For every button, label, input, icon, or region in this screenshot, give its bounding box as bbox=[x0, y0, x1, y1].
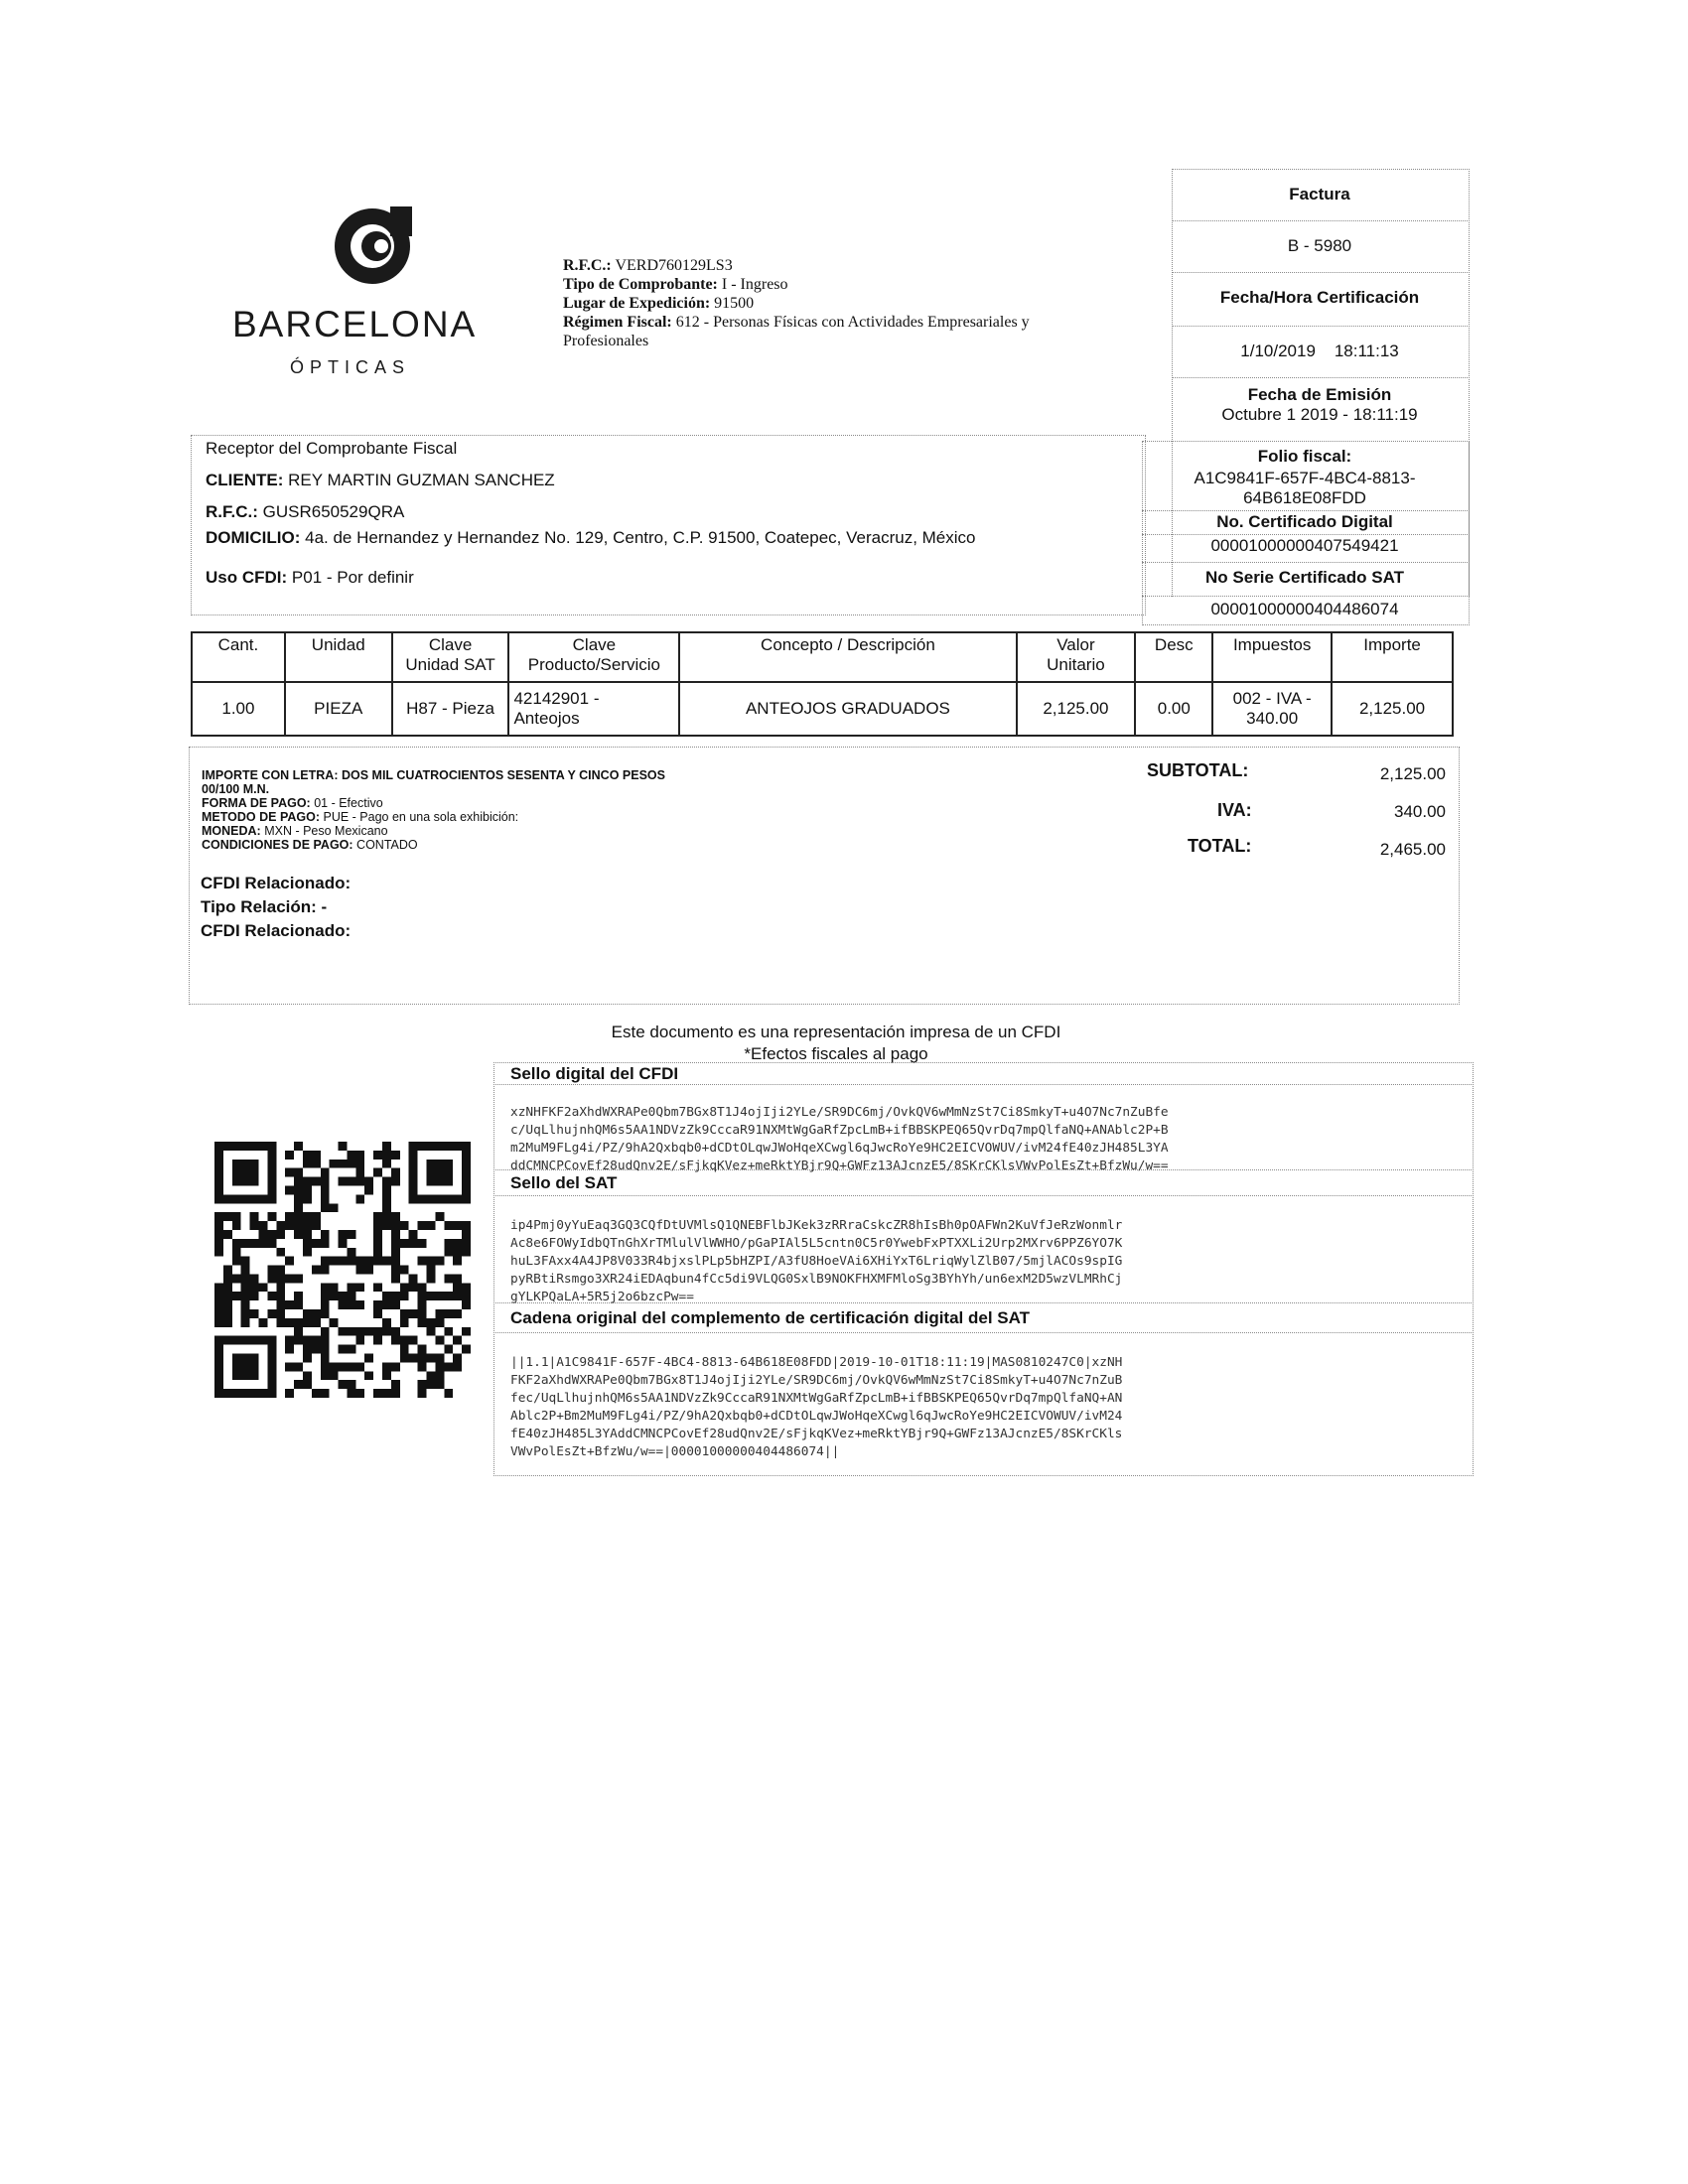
summary-box bbox=[189, 747, 1460, 1005]
col-unidad: Unidad bbox=[285, 632, 392, 682]
metodo-pago: METODO DE PAGO: PUE - Pago en una sola exhibición: bbox=[202, 810, 519, 824]
col-impuestos: Impuestos bbox=[1212, 632, 1332, 682]
emision-label: Fecha de Emisión bbox=[1247, 385, 1392, 404]
cell-valor: 2,125.00 bbox=[1017, 682, 1136, 736]
brand-subtitle: ÓPTICAS bbox=[290, 357, 411, 377]
cert-datetime: 1/10/2019 18:11:13 bbox=[1240, 341, 1399, 360]
emitter-regimen-cont: Profesionales bbox=[563, 333, 649, 349]
sello-cfdi-title: Sello digital del CFDI bbox=[510, 1064, 679, 1083]
col-cant: Cant. bbox=[192, 632, 285, 682]
folio-1: A1C9841F-657F-4BC4-8813- bbox=[1194, 469, 1416, 487]
sello-cfdi-text: xzNHFKF2aXhdWXRAPe0Qbm7BGx8T1J4ojIji2YLe/SR9DC6mj/OvkQV6wMmNzSt7Ci8SmkyT+u4O7Nc7nZuBfe c/UqLlhujnhQM6s5AA1NDVzZk9CccaR91NXMtWgGaRfZpcLmB+ifBBSKPEQ65QvrDq7mpQlfaNQ+ANAblc2P+B m2MuM9FLg4i/PZ/9hA2Qxbqb0+dCDtOLqwJWoHqeXCwgl6qJwcRoYe9HC2EICVOWUV/ivM24fE40zJH485L3YA ddCMNCPCovEf28udQnv2E/sFjkqKVez+meRktYBjr9Q+GWFz13AJcnzE5/8SKrCKlsVWvPolEsZt+BfzWu/w== bbox=[510, 1105, 1169, 1173]
receptor-cliente: CLIENTE: REY MARTIN GUZMAN SANCHEZ bbox=[206, 471, 555, 489]
cert-digital-label: No. Certificado Digital bbox=[1216, 512, 1393, 531]
cell-desc: 0.00 bbox=[1135, 682, 1212, 736]
barcelona-logo-icon bbox=[333, 206, 412, 286]
cfdi-relacionado-1: CFDI Relacionado: bbox=[201, 874, 352, 892]
iva-value: 340.00 bbox=[1394, 802, 1446, 821]
cell-unidad: PIEZA bbox=[285, 682, 392, 736]
cell-impuestos: 002 - IVA - 340.00 bbox=[1212, 682, 1332, 736]
emision-date: Octubre 1 2019 - 18:11:19 bbox=[1221, 405, 1418, 424]
cfdi-relacionado-2: CFDI Relacionado: bbox=[201, 921, 352, 940]
factura-number: B - 5980 bbox=[1287, 236, 1352, 255]
cadena-title: Cadena original del complemento de certificación digital del SAT bbox=[510, 1308, 1031, 1327]
col-importe: Importe bbox=[1332, 632, 1453, 682]
emitter-rfc: R.F.C.: VERD760129LS3 bbox=[563, 257, 733, 274]
subtotal-value: 2,125.00 bbox=[1379, 764, 1446, 783]
factura-label: Factura bbox=[1289, 185, 1350, 204]
serie-sat: 00001000000404486074 bbox=[1210, 600, 1399, 618]
iva-label: IVA: bbox=[1217, 800, 1252, 820]
receptor-title: Receptor del Comprobante Fiscal bbox=[206, 439, 458, 458]
serie-sat-label: No Serie Certificado SAT bbox=[1205, 568, 1404, 587]
col-clave-unidad: Clave Unidad SAT bbox=[392, 632, 509, 682]
emitter-regimen: Régimen Fiscal: 612 - Personas Físicas con Actividades Empresariales y bbox=[563, 314, 1030, 331]
emitter-info bbox=[563, 256, 1099, 350]
emitter-tipo: Tipo de Comprobante: I - Ingreso bbox=[563, 276, 788, 293]
cert-digital: 00001000000407549421 bbox=[1210, 536, 1399, 555]
total-label: TOTAL: bbox=[1188, 836, 1252, 856]
tipo-relacion: Tipo Relación: - bbox=[201, 897, 328, 916]
receptor-uso: Uso CFDI: P01 - Por definir bbox=[206, 568, 414, 587]
receptor-rfc: R.F.C.: GUSR650529QRA bbox=[206, 502, 405, 521]
col-desc: Desc bbox=[1135, 632, 1212, 682]
total-value: 2,465.00 bbox=[1379, 840, 1446, 859]
table-header-row bbox=[192, 632, 1453, 682]
cell-cant: 1.00 bbox=[192, 682, 285, 736]
receptor-domicilio: DOMICILIO: 4a. de Hernandez y Hernandez No. 129, Centro, C.P. 91500, Coatepec, Veracruz, México bbox=[206, 528, 976, 547]
cell-concepto: ANTEOJOS GRADUADOS bbox=[679, 682, 1016, 736]
moneda: MONEDA: MXN - Peso Mexicano bbox=[202, 824, 388, 838]
folio-label: Folio fiscal: bbox=[1257, 447, 1352, 466]
cert-label: Fecha/Hora Certificación bbox=[1219, 288, 1420, 307]
cell-clave-prod: 42142901 - Anteojos bbox=[508, 682, 679, 736]
importe-letra: IMPORTE CON LETRA: DOS MIL CUATROCIENTOS SESENTA Y CINCO PESOS bbox=[202, 768, 665, 782]
items-table bbox=[191, 631, 1454, 737]
fiscal-note: *Efectos fiscales al pago bbox=[744, 1044, 928, 1063]
receptor-box bbox=[191, 435, 1146, 615]
col-concepto: Concepto / Descripción bbox=[679, 632, 1016, 682]
brand-name: BARCELONA bbox=[232, 304, 478, 344]
col-clave-prod: Clave Producto/Servicio bbox=[508, 632, 679, 682]
cell-importe: 2,125.00 bbox=[1332, 682, 1453, 736]
sello-sat-title: Sello del SAT bbox=[510, 1173, 618, 1192]
cadena-text: ||1.1|A1C9841F-657F-4BC4-8813-64B618E08FDD|2019-10-01T18:11:19|MAS0810247C0|xzNH FKF2aXhdWXRAPe0Qbm7BGx8T1J4ojIji2YLe/SR9DC6mj/OvkQV6wMmNzSt7Ci8SmkyT+u4O7Nc7nZuB fec/UqLlhujnhQM6s5AA1NDVzZk9CccaR91NXMtWgGaRfZpcLmB+ifBBSKPEQ65QvrDq7mpQlfaNQ+AN Ablc2P+Bm2MuM9FLg4i/PZ/9hA2Qxbqb0+dCDtOLqwJWoHqeXCwgl6qJwcRoYe9HC2EICVOWUV/ivM24 fE40zJH485L3YAddCMNCPCovEf28udQnv2E/sFjkqKVez+meRktYBjr9Q+GWFz13AJcnzE5/8SKrCKls VWvPolEsZt+BfzWu/w==|00001000000404486074|| bbox=[510, 1355, 1123, 1459]
emitter-lugar: Lugar de Expedición: 91500 bbox=[563, 295, 755, 312]
folio-2: 64B618E08FDD bbox=[1243, 488, 1366, 507]
subtotal-label: SUBTOTAL: bbox=[1147, 760, 1249, 780]
forma-pago: FORMA DE PAGO: 01 - Efectivo bbox=[202, 796, 383, 810]
qr-code-icon bbox=[214, 1142, 471, 1398]
importe-letra-2: 00/100 M.N. bbox=[202, 782, 270, 796]
cell-clave-unidad: H87 - Pieza bbox=[392, 682, 509, 736]
col-valor: Valor Unitario bbox=[1017, 632, 1136, 682]
table-row bbox=[192, 682, 1453, 736]
cfdi-note: Este documento es una representación impresa de un CFDI bbox=[611, 1023, 1061, 1041]
sello-sat-text: ip4Pmj0yYuEaq3GQ3CQfDtUVMlsQ1QNEBFlbJKek3zRRraCskcZR8hIsBh0pOAFWn2KuVfJeRzWonmlr Ac8e6FOWyIdbQTnGhXrTMlulVlWWHO/pGaPIAl5L5cntn0C5r0YwebFxPTXXLi2Urp2MXrv6PPZ6YO7K huL3FAxx4A4JP8V033R4bjxslPLp5bHZPI/A3fU8HoeVAi6XHiYxT6LriqWylZlB07/5mjlACOs9spIG pyRBtiRsmgo3XR24iEDAqbun4fCc5di9VLQG0SxlB9NOKFHXMFMloSg3BYhYh/un6exM2D5wzVLMRhCj gYLKPQaLA+5R5j2o6bzcPw== bbox=[510, 1218, 1123, 1304]
condiciones-pago: CONDICIONES DE PAGO: CONTADO bbox=[202, 838, 418, 852]
